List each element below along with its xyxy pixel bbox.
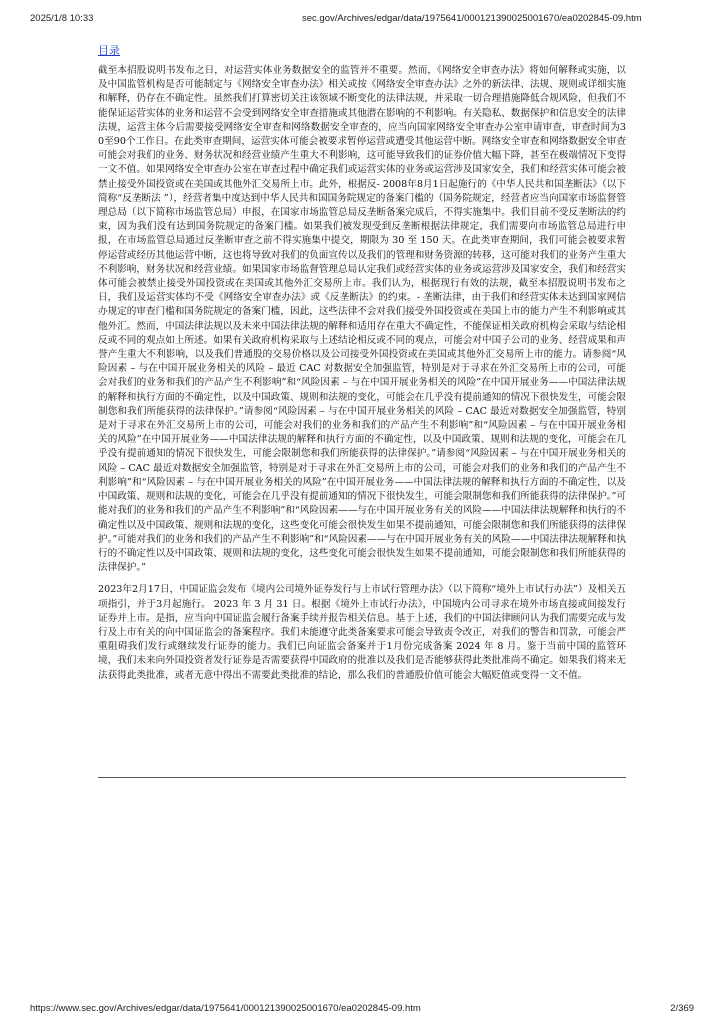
print-header-url: sec.gov/Archives/edgar/data/1975641/000121390025001670/ea0202845-09.htm bbox=[302, 13, 642, 24]
print-datetime: 2025/1/8 10:33 bbox=[30, 13, 94, 24]
print-footer-url: https://www.sec.gov/Archives/edgar/data/1975641/000121390025001670/ea0202845-09.htm bbox=[30, 1003, 421, 1014]
paragraph-data-security: 截至本招股说明书发布之日，对运营实体业务数据安全的监管并不重要。然而，《网络安全审查办法》将如何解释或实施，以及中国监管机构是否可能制定与《网络安全审查办法》相关或按《网络安全审查办法》之外的新法律、法规、规则或详细实施和解释，仍存在不确定性。虽然我们打算密切关注该领域不断变化的法律法规，并采取一切合理措施降低合规风险，但我们不能保证运营实体的业务和运营不会受到网络安全审查措施或其他潜在影响的不利影响。有关隐私、数据保护和信息安全的法律法规，运营主体今后需要接受网络安全审查和网络数据安全审查的，应当向国家网络安全审查办公室申请审查，审查时间为30至90个工作日。在此类审查期间，运营实体可能会被要求暂停运营或遭受其他运营中断。网络安全审查和网络数据安全审查可能会对我们的业务、财务状况和经营业绩产生重大不利影响，这可能导致我们的证券价值大幅下降，甚至在极端情况下变得一文不值。如果网络安全审查办公室在审查过程中确定我们或运营实体的业务或运营涉及国家安全，我们和经营实体可能会被禁止接受外国投资或在美国或其他外汇交易所上市。此外，根据反- 2008年8月1日起施行的《中华人民共和国垄断法》（以下简称“反垄断法 ”），经营者集中度达到中华人民共和国国务院规定的备案门槛的（国务院规定，经营者应当向国家市场监督管理总局（以下简称市场监管总局）申报，在国家市场监管总局反垄断备案完成后，不得实施集中。我们目前不受反垄断法的约束，因为我们没有达到国务院规定的备案门槛。如果我们被发现受到反垄断根据法律规定，我们需要向市场监管总局进行申报，在市场监管总局通过反垄断审查之前不得实施集中提交，期限为 30 至 150 天。在此类审查期间，我们可能会被要求暂停运营或经历其他运营中断，这也将导致对我们的负面宣传以及我们的管理和财务资源的转移，这可能对我们的业务产生重大不利影响，财务状况和经营业绩。如果国家市场监督管理总局认定我们或经营实体的业务或运营涉及国家安全，我们和经营实体可能会被禁止接受外国投资或在美国或其他外汇交易所上市。我们认为，根据现行有效的法规，截至本招股说明书发布之日，我们及运营实体均不受《网络安全审查办法》或《反垄断法》的约束。- 垄断法律，由于我们和经营实体未达到国家网信办规定的审查门槛和国务院规定的备案门槛，因此，这些法律不会对我们接受外国投资或在美国上市的能力产生不利影响或其他外汇。然而，中国法律法规以及未来中国法律法规的解释和适用存在重大不确定性，不能保证相关政府机构会采取与结论相反或不同的观点如上所述。如果有关政府机构采取与上述结论相反或不同的观点，可能会对中国子公司的业务、经营成果和声誉产生重大不利影响，以及我们普通股的交易价格以及公司接受外国投资或在美国或其他外汇交易所上市的能力。请参阅“风险因素 – 与在中国开展业务相关的风险 – 最近 CAC 对数据安全加强监管，特别是对于寻求在外汇交易所上市的公司，可能会对我们的业务和我们的产品产生不利影响”和“风险因素 – 与在中国开展业务相关的风险”在中国开展业务——中国法律法规的解释和执行方面的不确定性，以及中国政策、规则和法规的变化，可能会在几乎没有提前通知的情况下很快发生，可能会限制您和我们所能获得的法律保护。”请参阅“风险因素 – 与在中国开展业务相关的风险 – CAC 最近对数据安全加强监管，特别是对于寻求在外汇交易所上市的公司，可能会对我们的业务和我们的产品产生不利影响”和“风险因素 – 与在中国开展业务相关的风险”在中国开展业务——中国法律法规的解释和执行方面的不确定性，以及中国政策、规则和法规的变化，可能会在几乎没有提前通知的情况下很快发生，可能会限制您和我们所能获得的法律保护。”请参阅“风险因素 – 与在中国开展业务相关的风险 – CAC 最近对数据安全加强监管，特别是对于寻求在外汇交易所上市的公司，可能会对我们的业务和我们的产品产生不利影响”和“风险因素 – 与在中国开展业务相关的风险”在中国开展业务——中国法律法规的解释和执行方面的不确定性，以及中国政策、规则和法规的变化，可能会在几乎没有提前通知的情况下很快发生，可能会限制您和我们所能获得的法律保护。”可能对我们的业务和我们的产品产生不利影响”和“风险因素——与在中国开展业务有关的风险——中国法律法规解释和执行的不确定性以及中国政策、规则和法规的变化，这些变化可能会很快发生如果不提前通知，可能会限制您和我们所能获得的法律保护。”可能对我们的业务和我们的产品产生不利影响”和“风险因素——与在中国开展业务有关的风险——中国法律法规解释和执行的不确定性以及中国政策、规则和法规的变化，这些变化可能会很快发生如果不提前通知，可能会限制您和我们所能获得的法律保护。” bbox=[98, 65, 626, 574]
print-header bbox=[30, 13, 694, 27]
table-of-contents-link[interactable]: 目录 bbox=[98, 44, 120, 57]
horizontal-divider bbox=[98, 777, 626, 778]
paragraph-csrc-trial-measures: 2023年2月17日，中国证监会发布《境内公司境外证券发行与上市试行管理办法》（以下简称“境外上市试行办法”）及相关五项指引，并于3月起施行。 2023 年 3 月 31 日。根据《境外上市试行办法》，中国境内公司寻求在境外市场直接或间接发行证券并上市。是指，应当向中国证监会履行备案手续并报告相关信息。基于上述，我们的中国法律顾问认为我们需要完成与发行及上市有关的向中国证监会的备案程序。我们未能遵守此类备案要求可能会导致责令改正，对我们的警告和罚款，可能会严重阻碍我们发行或继续发行证券的能力。我们已向证监会备案并于1月份完成备案 2024 年 8 月。鉴于当前中国的监管环境，我们未来向外国投资者发行证券是否需要获得中国政府的批准以及我们是否能够获得此类批准尚不确定。如果我们将来无法获得此类批准，或者无意中得出不需要此类批准的结论，那么我们的普通股价值可能会大幅贬值或变得一文不值。 bbox=[98, 584, 626, 681]
document-body bbox=[98, 36, 626, 936]
print-footer bbox=[30, 1003, 694, 1017]
page-number: 2/369 bbox=[670, 1003, 694, 1014]
